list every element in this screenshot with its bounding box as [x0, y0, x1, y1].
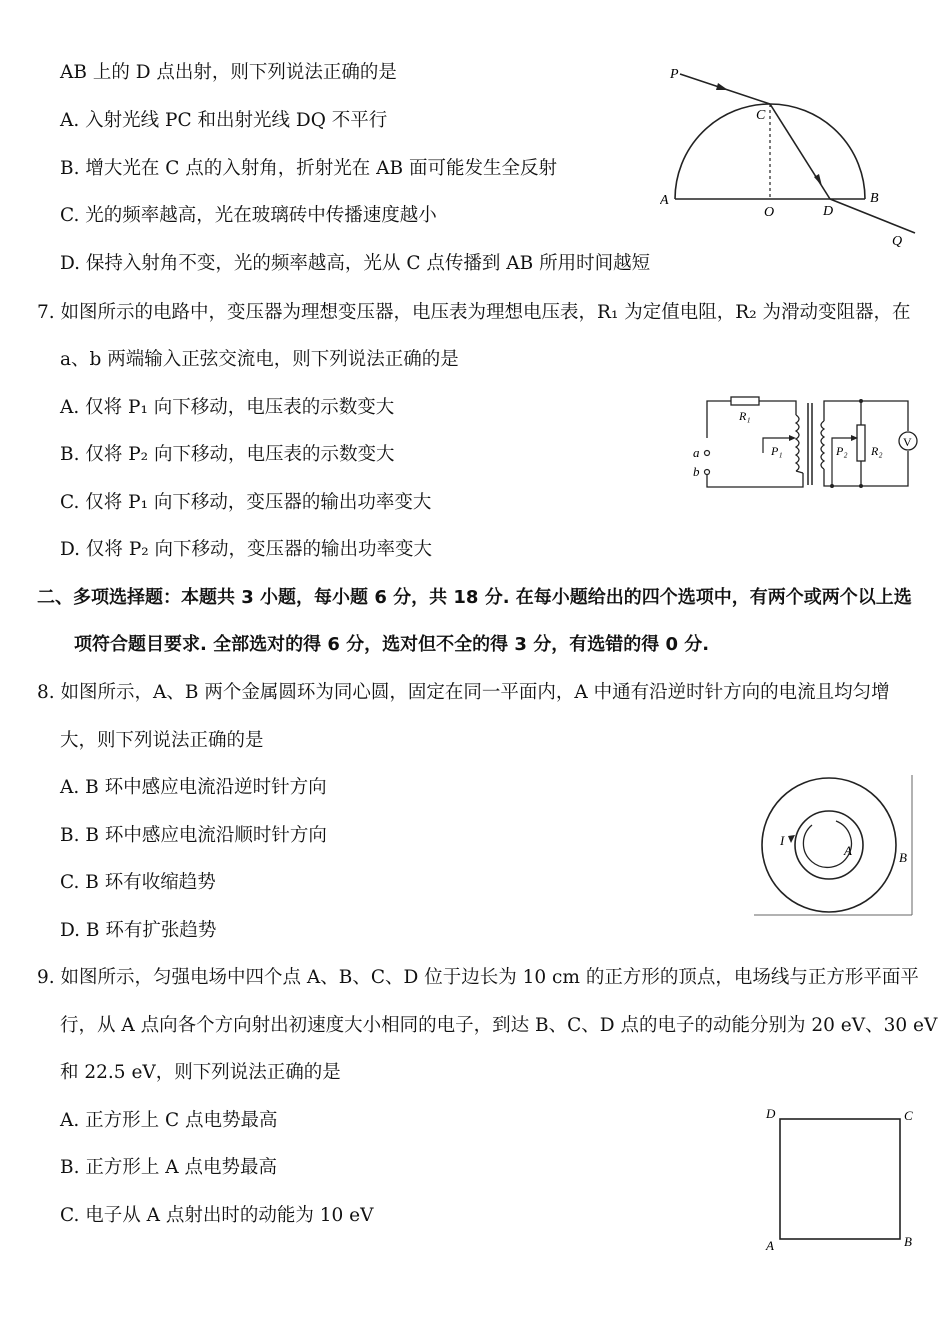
q8-rings-figure [754, 775, 914, 917]
label-p2: P₂ [836, 444, 848, 458]
q9-option-c: C. 电子从 A 点射出时的动能为 10 eV [60, 1205, 374, 1226]
resistor-r1 [731, 397, 759, 405]
label-b: B [870, 191, 879, 206]
label-d: D [823, 204, 834, 219]
q9-square-figure [762, 1103, 922, 1253]
q6-stem-tail: AB 上的 D 点出射，则下列说法正确的是 [60, 62, 397, 83]
label-a: A [660, 193, 669, 208]
q7-option-c: C. 仅将 P₁ 向下移动，变压器的输出功率变大 [60, 492, 432, 513]
wire-top-primary [707, 401, 796, 438]
q9-option-b: B. 正方形上 A 点电势最高 [60, 1157, 277, 1178]
q6-option-d: D. 保持入射角不变，光的频率越高，光从 C 点传播到 AB 所用时间越短 [60, 253, 651, 274]
terminal-b [705, 470, 710, 475]
q8-option-b: B. B 环中感应电流沿顺时针方向 [60, 825, 327, 846]
q8-stem-line1: 8. 如图所示，A、B 两个金属圆环为同心圆，固定在同一平面内，A 中通有沿逆时针方向的电流且均匀增 [37, 682, 890, 703]
ring-a [795, 811, 863, 879]
q6-semicircle-figure [660, 62, 920, 252]
q9-stem-line2: 行，从 A 点向各个方向射出初速度大小相同的电子，到达 B、C、D 点的电子的动能分别为 20 eV、30 eV [60, 1015, 938, 1036]
label-a-vertex: A [766, 1238, 774, 1253]
q7-circuit-figure [693, 393, 918, 493]
q8-stem-line2: 大，则下列说法正确的是 [60, 730, 264, 751]
q8-option-a: A. B 环中感应电流沿逆时针方向 [60, 777, 327, 798]
primary-coil [796, 415, 799, 471]
label-b-terminal: b [693, 464, 700, 479]
q7-stem-line1: 7. 如图所示的电路中，变压器为理想变压器，电压表为理想电压表，R₁ 为定值电阻，R₂ 为滑动变阻器，在 [37, 302, 911, 323]
incident-arrow [716, 83, 728, 90]
q9-option-a: A. 正方形上 C 点电势最高 [60, 1110, 278, 1131]
label-q: Q [892, 234, 903, 249]
wire-top-secondary [824, 401, 908, 431]
label-p: P [670, 67, 679, 82]
secondary-coil [821, 421, 824, 469]
wire-bottom-primary [707, 473, 803, 487]
q6-option-c: C. 光的频率越高，光在玻璃砖中传播速度越小 [60, 205, 437, 226]
q6-option-a: A. 入射光线 PC 和出射光线 DQ 不平行 [60, 110, 388, 131]
label-r1: R₁ [739, 409, 751, 423]
section2-heading-line1: 二、多项选择题：本题共 3 小题，每小题 6 分，共 18 分. 在每小题给出的四个选项中，有两个或两个以上选 [37, 587, 912, 608]
label-r2: R₂ [871, 444, 883, 458]
label-b-vertex: B [904, 1234, 912, 1249]
q6-option-b: B. 增大光在 C 点的入射角，折射光在 AB 面可能发生全反射 [60, 158, 557, 179]
label-c: C [756, 108, 766, 123]
terminal-a [705, 451, 710, 456]
q7-option-d: D. 仅将 P₂ 向下移动，变压器的输出功率变大 [60, 539, 433, 560]
q9-stem-line1: 9. 如图所示，匀强电场中四个点 A、B、C、D 位于边长为 10 cm 的正方形的顶点，电场线与正方形平面平 [37, 967, 919, 988]
q8-option-c: C. B 环有收缩趋势 [60, 872, 216, 893]
label-i: I [780, 833, 785, 848]
label-o: O [764, 205, 775, 220]
resistor-r2 [857, 425, 865, 461]
voltmeter-label: V [903, 435, 912, 449]
q7-stem-line2: a、b 两端输入正弦交流电，则下列说法正确的是 [60, 349, 459, 370]
label-p1: P₁ [771, 444, 783, 458]
label-d-vertex: D [766, 1106, 776, 1121]
square-abcd [780, 1119, 900, 1239]
label-b-ring: B [899, 850, 907, 865]
label-a-terminal: a [693, 445, 700, 460]
q7-option-a: A. 仅将 P₁ 向下移动，电压表的示数变大 [60, 397, 395, 418]
q8-option-d: D. B 环有扩张趋势 [60, 920, 217, 941]
label-a-ring: A [844, 843, 852, 858]
q7-option-b: B. 仅将 P₂ 向下移动，电压表的示数变大 [60, 444, 395, 465]
label-c-vertex: C [904, 1108, 913, 1123]
p1-arrow [789, 435, 796, 441]
section2-heading-line2: 项符合题目要求. 全部选对的得 6 分，选对但不全的得 3 分，有选错的得 0 分. [74, 634, 710, 655]
q9-stem-line3: 和 22.5 eV，则下列说法正确的是 [60, 1062, 341, 1083]
current-arrow-icon [788, 835, 795, 843]
